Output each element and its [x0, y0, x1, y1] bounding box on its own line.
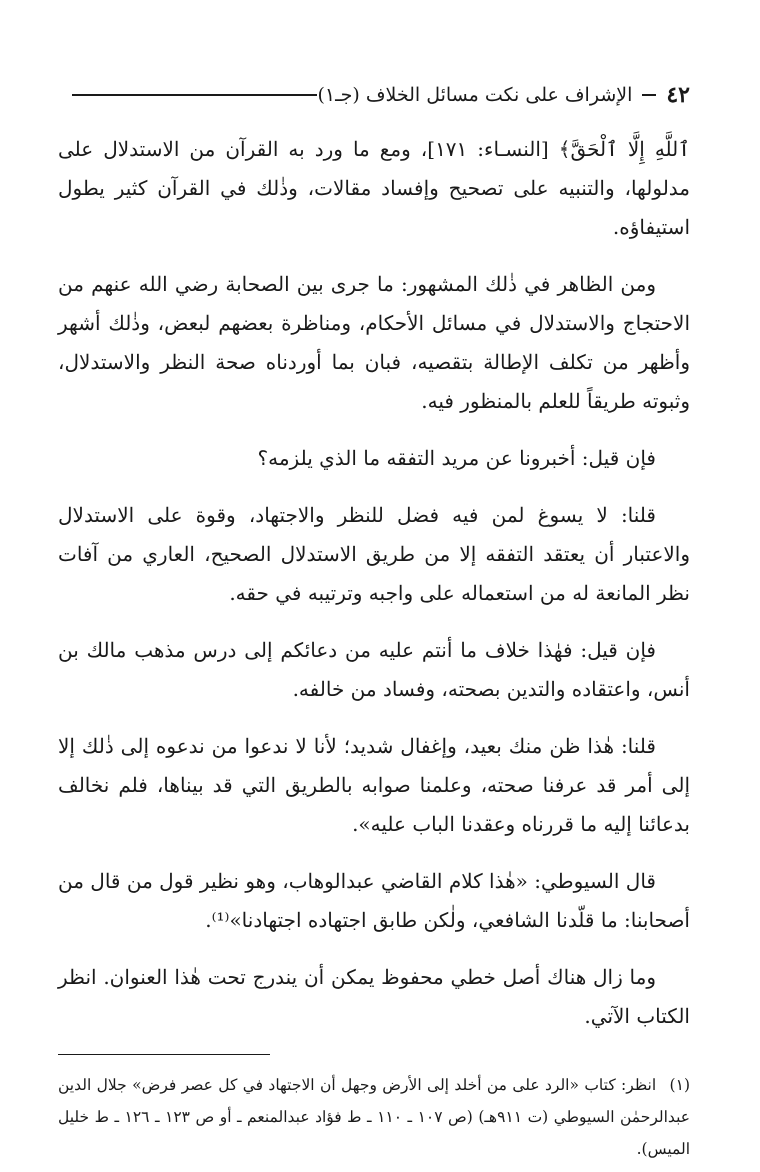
running-header	[58, 78, 690, 112]
paragraph-6: قلنا: هٰذا ظن منك بعيد، وإغفال شديد؛ لأنا لا ندعوا من ندعوه إلى ذٰلك إلا إلى أمر قد عرفنا صحته، وعلمنا صوابه بالطريق التي قد بيناها، فلم نخالف بدعائنا إليه ما قررناه وعقدنا الباب عليه».	[58, 734, 690, 836]
footnote	[58, 1069, 690, 1165]
page-number: ٤٢	[666, 82, 690, 108]
running-title: الإشراف على نكت مسائل الخلاف (جـ١)	[317, 83, 633, 106]
paragraph-3: فإن قيل: أخبرونا عن مريد التفقه ما الذي يلزمه؟	[257, 446, 656, 470]
paragraph-5: فإن قيل: فهٰذا خلاف ما أنتم عليه من دعائكم إلى درس مذهب مالك بن أنس، واعتقاده والتدين بصحته، وفساد من خالفه.	[58, 638, 690, 701]
header-rule-short	[642, 94, 656, 96]
footnote-separator	[58, 1054, 270, 1055]
paragraph-2: ومن الظاهر في ذٰلك المشهور: ما جرى بين الصحابة رضي الله عنهم من الاحتجاج والاستدلال في مسائل الأحكام، ومناظرة بعضهم لبعض، وذٰلك أشهر وأظهر من تكلف الإطالة بتقصيه، فبان بما أوردناه صحة النظر والاستدلال، وثبوته طريقاً للعلم بالمنظور فيه.	[58, 272, 690, 413]
book-page	[58, 78, 690, 1165]
header-rule	[72, 94, 317, 96]
paragraph-4: قلنا: لا يسوغ لمن فيه فضل للنظر والاجتهاد، وقوة على الاستدلال والاعتبار أن يعتقد التفقه إلا من طريق الاستدلال الصحيح، العاري من آفات نظر المانعة له من استعماله على واجبه وترتيبه في حقه.	[58, 503, 690, 605]
paragraph-1: ٱللَّهِ إِلَّا ٱلْحَقَّ﴾ [النسـاء: ١٧١]، ومع ما ورد به القرآن من الاستدلال على مدلولها، والتنبيه على تصحيح وإفساد مقالات، وذٰلك في القرآن كثير يطول استيفاؤه.	[58, 137, 691, 239]
paragraph-7: قال السيوطي: «هٰذا كلام القاضي عبدالوهاب، وهو نظير قول من قال من أصحابنا: ما قلّدنا الشافعي، ولٰكن طابق اجتهاده اجتهادنا»⁽¹⁾.	[58, 869, 690, 932]
footnote-number: (١)	[669, 1076, 690, 1094]
paragraph-8: وما زال هناك أصل خطي محفوظ يمكن أن يندرج تحت هٰذا العنوان. انظر الكتاب الآتي.	[58, 965, 690, 1028]
footnote-text: انظر: كتاب «الرد على من أخلد إلى الأرض وجهل أن الاجتهاد في كل عصر فرض» جلال الدين عبدالرحمٰن السيوطي (ت ٩١١هـ) (ص ١٠٧ ـ ١١٠ ـ ط فؤاد عبدالمنعم ـ أو ص ١٢٣ ـ ١٢٦ ـ ط خليل الميس).	[58, 1076, 690, 1158]
